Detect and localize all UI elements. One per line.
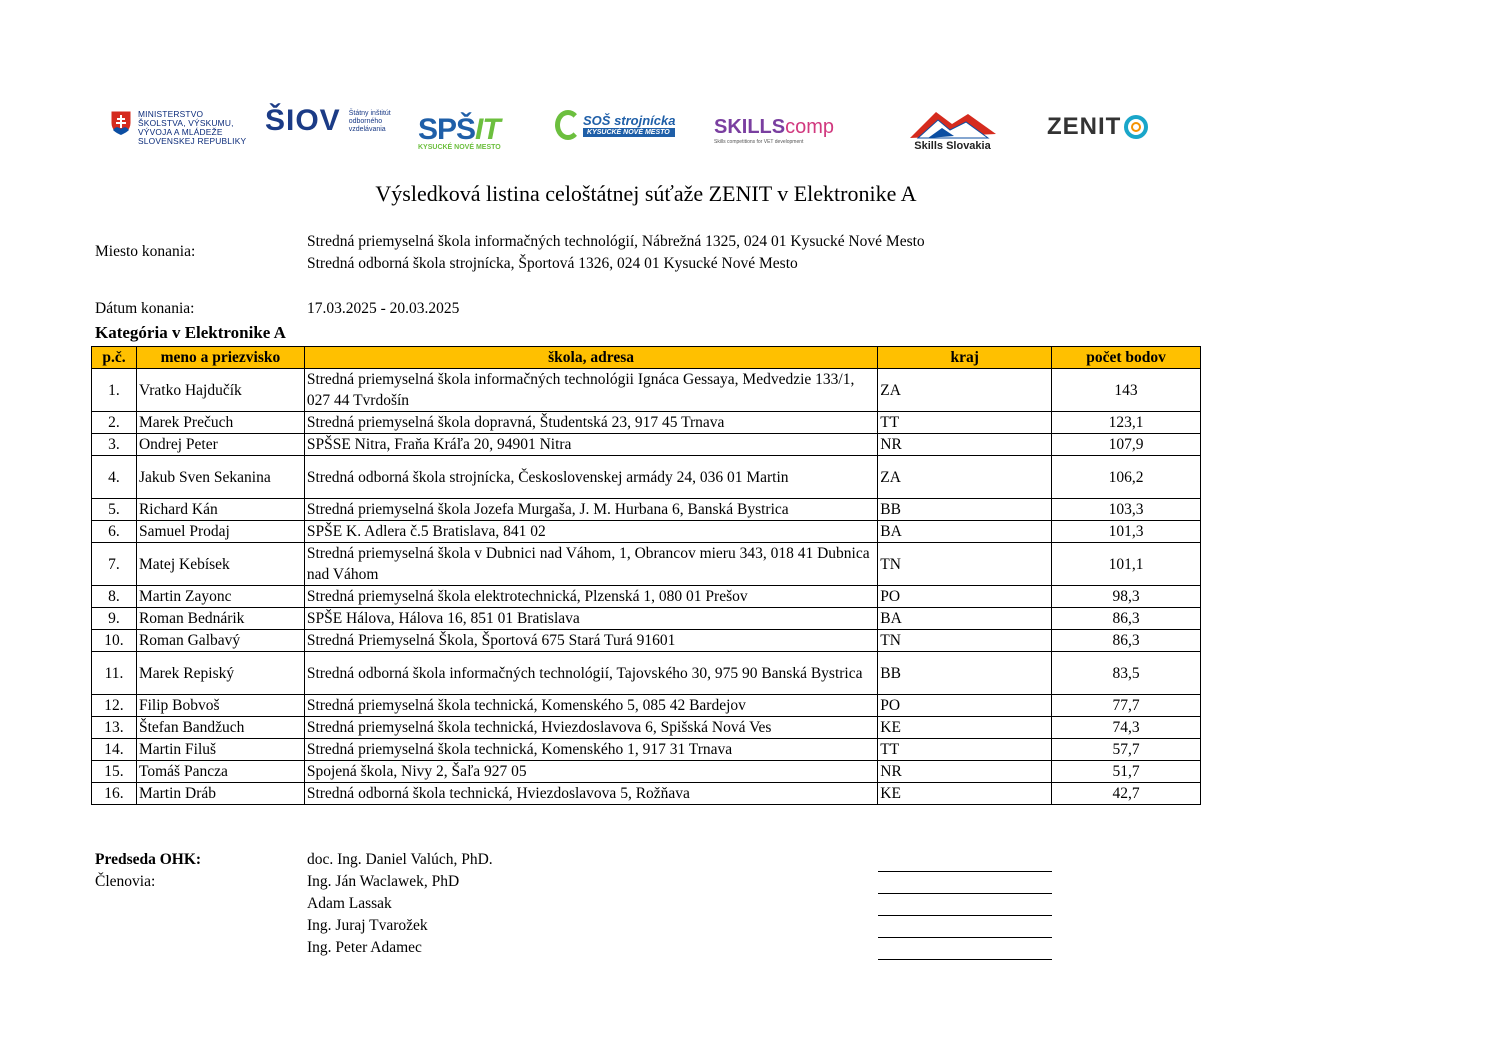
- table-row: [92, 499, 1201, 521]
- points-cell: 101,3: [1052, 521, 1201, 543]
- siov-caption: Štátny inštitút odborného vzdelávania: [348, 110, 391, 133]
- school-cell: SPŠSE Nitra, Fraňa Kráľa 20, 94901 Nitra: [304, 434, 877, 456]
- school-cell: Stredná priemyselná škola informačných technológii Ignáca Gessaya, Medvedzie 133/1, 027 44 Tvrdošín: [304, 369, 877, 412]
- table-row: [92, 717, 1201, 739]
- points-cell: 42,7: [1052, 783, 1201, 805]
- school-cell: Stredná odborná škola technická, Hviezdoslavova 5, Rožňava: [304, 783, 877, 805]
- zenit-wordmark: ZENIT: [1047, 113, 1122, 140]
- points-cell: 101,1: [1052, 543, 1201, 586]
- points-cell: 107,9: [1052, 434, 1201, 456]
- sps-it-wordmark: IT: [475, 113, 500, 146]
- region-cell: KE: [878, 717, 1052, 739]
- points-cell: 98,3: [1052, 586, 1201, 608]
- table-row: [92, 543, 1201, 586]
- members-label: Členovia:: [95, 873, 156, 890]
- points-cell: 86,3: [1052, 608, 1201, 630]
- name-cell: Ondrej Peter: [136, 434, 304, 456]
- ministry-line-1: MINISTERSTVO: [138, 109, 204, 119]
- points-cell: 123,1: [1052, 412, 1201, 434]
- signature-line: [878, 871, 1052, 872]
- sos-strojnicka-logo: [555, 110, 675, 140]
- table-row: [92, 608, 1201, 630]
- school-cell: Stredná Priemyselná Škola, Športová 675 Stará Turá 91601: [304, 630, 877, 652]
- region-cell: TT: [878, 412, 1052, 434]
- points-cell: 106,2: [1052, 456, 1201, 499]
- commission-row: [95, 873, 1065, 895]
- name-cell: Jakub Sven Sekanina: [136, 456, 304, 499]
- table-row: [92, 652, 1201, 695]
- rank-cell: 2.: [92, 412, 137, 434]
- rank-cell: 13.: [92, 717, 137, 739]
- table-header-row: [92, 347, 1201, 369]
- date-label: Dátum konania:: [95, 300, 195, 317]
- points-cell: 103,3: [1052, 499, 1201, 521]
- name-cell: Roman Bednárik: [136, 608, 304, 630]
- skills-slovakia-flag-icon: [908, 108, 998, 140]
- points-cell: 77,7: [1052, 695, 1201, 717]
- ministry-logo: [110, 110, 246, 146]
- commission-member-name: Ing. Ján Waclawek, PhD: [307, 873, 460, 890]
- skillscomp-logo: [714, 116, 834, 145]
- skills-comp-wordmark: comp: [785, 116, 835, 138]
- rank-cell: 9.: [92, 608, 137, 630]
- siov-logo: [265, 106, 409, 136]
- school-cell: Stredná priemyselná škola technická, Komenského 1, 917 31 Trnava: [304, 739, 877, 761]
- commission-row: [95, 851, 1065, 873]
- school-cell: Stredná priemyselná škola Jozefa Murgaša, J. M. Hurbana 6, Banská Bystrica: [304, 499, 877, 521]
- region-cell: BB: [878, 652, 1052, 695]
- school-cell: SPŠE K. Adlera č.5 Bratislava, 841 02: [304, 521, 877, 543]
- table-row: [92, 456, 1201, 499]
- page-title: Výsledková listina celoštátnej súťaže ZENIT v Elektronike A: [375, 181, 917, 206]
- table-row: [92, 369, 1201, 412]
- skills-wordmark: SKILLS: [714, 116, 786, 138]
- header-name: meno a priezvisko: [136, 347, 304, 369]
- points-cell: 86,3: [1052, 630, 1201, 652]
- rank-cell: 12.: [92, 695, 137, 717]
- header-rank: p.č.: [92, 347, 137, 369]
- table-row: [92, 695, 1201, 717]
- name-cell: Richard Kán: [136, 499, 304, 521]
- venue-value: [307, 231, 925, 275]
- school-cell: Stredná priemyselná škola technická, Hviezdoslavova 6, Spišská Nová Ves: [304, 717, 877, 739]
- header-region: kraj: [878, 347, 1052, 369]
- name-cell: Martin Zayonc: [136, 586, 304, 608]
- name-cell: Filip Bobvoš: [136, 695, 304, 717]
- table-row: [92, 761, 1201, 783]
- name-cell: Matej Kebísek: [136, 543, 304, 586]
- name-cell: Marek Repiský: [136, 652, 304, 695]
- venue-line-2: Stredná odborná škola strojnícka, Športová 1326, 024 01 Kysucké Nové Mesto: [307, 255, 798, 272]
- signature-line: [878, 915, 1052, 916]
- points-cell: 51,7: [1052, 761, 1201, 783]
- rank-cell: 15.: [92, 761, 137, 783]
- school-cell: Stredná odborná škola strojnícka, Československej armády 24, 036 01 Martin: [304, 456, 877, 499]
- sos-caption: KYSUCKÉ NOVÉ MESTO: [583, 128, 675, 137]
- table-row: [92, 739, 1201, 761]
- region-cell: BB: [878, 499, 1052, 521]
- region-cell: BA: [878, 608, 1052, 630]
- rank-cell: 16.: [92, 783, 137, 805]
- ministry-line-4: SLOVENSKEJ REPUBLIKY: [138, 136, 247, 146]
- region-cell: TN: [878, 630, 1052, 652]
- chair-label: Predseda OHK:: [95, 851, 202, 868]
- commission-member-name: Ing. Juraj Tvarožek: [307, 917, 428, 934]
- commission-member-name: Ing. Peter Adamec: [307, 939, 422, 956]
- rank-cell: 10.: [92, 630, 137, 652]
- venue-line-1: Stredná priemyselná škola informačných technológií, Nábrežná 1325, 024 01 Kysucké Nové Mesto: [307, 233, 925, 250]
- region-cell: TT: [878, 739, 1052, 761]
- region-cell: NR: [878, 434, 1052, 456]
- name-cell: Roman Galbavý: [136, 630, 304, 652]
- rank-cell: 1.: [92, 369, 137, 412]
- school-cell: SPŠE Hálova, Hálova 16, 851 01 Bratislava: [304, 608, 877, 630]
- table-row: [92, 783, 1201, 805]
- header-school: škola, adresa: [304, 347, 877, 369]
- table-row: [92, 521, 1201, 543]
- commission-member-name: doc. Ing. Daniel Valúch, PhD.: [307, 851, 493, 868]
- school-cell: Stredná priemyselná škola v Dubnici nad Váhom, 1, Obrancov mieru 343, 018 41 Dubnica nad Váhom: [304, 543, 877, 586]
- region-cell: BA: [878, 521, 1052, 543]
- name-cell: Vratko Hajdučík: [136, 369, 304, 412]
- points-cell: 83,5: [1052, 652, 1201, 695]
- ministry-line-2: ŠKOLSTVA, VÝSKUMU,: [138, 118, 234, 128]
- ministry-line-3: VÝVOJA A MLÁDEŽE: [138, 127, 223, 137]
- rank-cell: 6.: [92, 521, 137, 543]
- name-cell: Tomáš Pancza: [136, 761, 304, 783]
- school-cell: Stredná odborná škola informačných technológií, Tajovského 30, 975 90 Banská Bystrica: [304, 652, 877, 695]
- commission-member-name: Adam Lassak: [307, 895, 392, 912]
- region-cell: TN: [878, 543, 1052, 586]
- name-cell: Martin Dráb: [136, 783, 304, 805]
- skills-caption: Skills competitions for VET development: [714, 139, 804, 145]
- results-table: [91, 346, 1201, 805]
- sps-it-logo: [418, 113, 501, 151]
- points-cell: 57,7: [1052, 739, 1201, 761]
- results-table-body: [92, 369, 1201, 805]
- region-cell: ZA: [878, 456, 1052, 499]
- commission-row: [95, 917, 1065, 939]
- points-cell: 74,3: [1052, 717, 1201, 739]
- date-value: 17.03.2025 - 20.03.2025: [307, 300, 460, 317]
- school-cell: Stredná priemyselná škola technická, Komenského 5, 085 42 Bardejov: [304, 695, 877, 717]
- sponsor-logos: [110, 104, 1190, 160]
- category-heading: Kategória v Elektronike A: [95, 323, 286, 342]
- table-row: [92, 630, 1201, 652]
- name-cell: Marek Prečuch: [136, 412, 304, 434]
- table-row: [92, 434, 1201, 456]
- zenit-gear-icon: [1121, 112, 1151, 142]
- header-points: počet bodov: [1052, 347, 1201, 369]
- region-cell: PO: [878, 586, 1052, 608]
- region-cell: ZA: [878, 369, 1052, 412]
- table-row: [92, 586, 1201, 608]
- school-cell: Spojená škola, Nivy 2, Šaľa 927 05: [304, 761, 877, 783]
- rank-cell: 3.: [92, 434, 137, 456]
- signature-line: [878, 959, 1052, 960]
- venue-label: Miesto konania:: [95, 243, 196, 260]
- slovak-crest-icon: [110, 110, 132, 136]
- rank-cell: 14.: [92, 739, 137, 761]
- rank-cell: 11.: [92, 652, 137, 695]
- siov-wordmark: ŠIOV: [265, 104, 341, 137]
- sos-wordmark: SOŠ strojnícka: [583, 113, 676, 128]
- zenit-logo: [1047, 112, 1151, 142]
- school-cell: Stredná priemyselná škola elektrotechnická, Plzenská 1, 080 01 Prešov: [304, 586, 877, 608]
- region-cell: NR: [878, 761, 1052, 783]
- skills-slovakia-caption: Skills Slovakia: [914, 140, 991, 152]
- skills-slovakia-logo: [905, 108, 1000, 152]
- rank-cell: 5.: [92, 499, 137, 521]
- points-cell: 143: [1052, 369, 1201, 412]
- region-cell: KE: [878, 783, 1052, 805]
- rank-cell: 7.: [92, 543, 137, 586]
- name-cell: Samuel Prodaj: [136, 521, 304, 543]
- name-cell: Štefan Bandžuch: [136, 717, 304, 739]
- sos-ring-icon: [555, 110, 581, 140]
- school-cell: Stredná priemyselná škola dopravná, Študentská 23, 917 45 Trnava: [304, 412, 877, 434]
- sps-wordmark: SPŠ: [418, 113, 476, 146]
- table-row: [92, 412, 1201, 434]
- region-cell: PO: [878, 695, 1052, 717]
- commission-row: [95, 939, 1065, 961]
- commission-row: [95, 895, 1065, 917]
- signature-line: [878, 937, 1052, 938]
- name-cell: Martin Filuš: [136, 739, 304, 761]
- rank-cell: 8.: [92, 586, 137, 608]
- rank-cell: 4.: [92, 456, 137, 499]
- sps-caption: KYSUCKÉ NOVÉ MESTO: [418, 144, 501, 151]
- signature-line: [878, 893, 1052, 894]
